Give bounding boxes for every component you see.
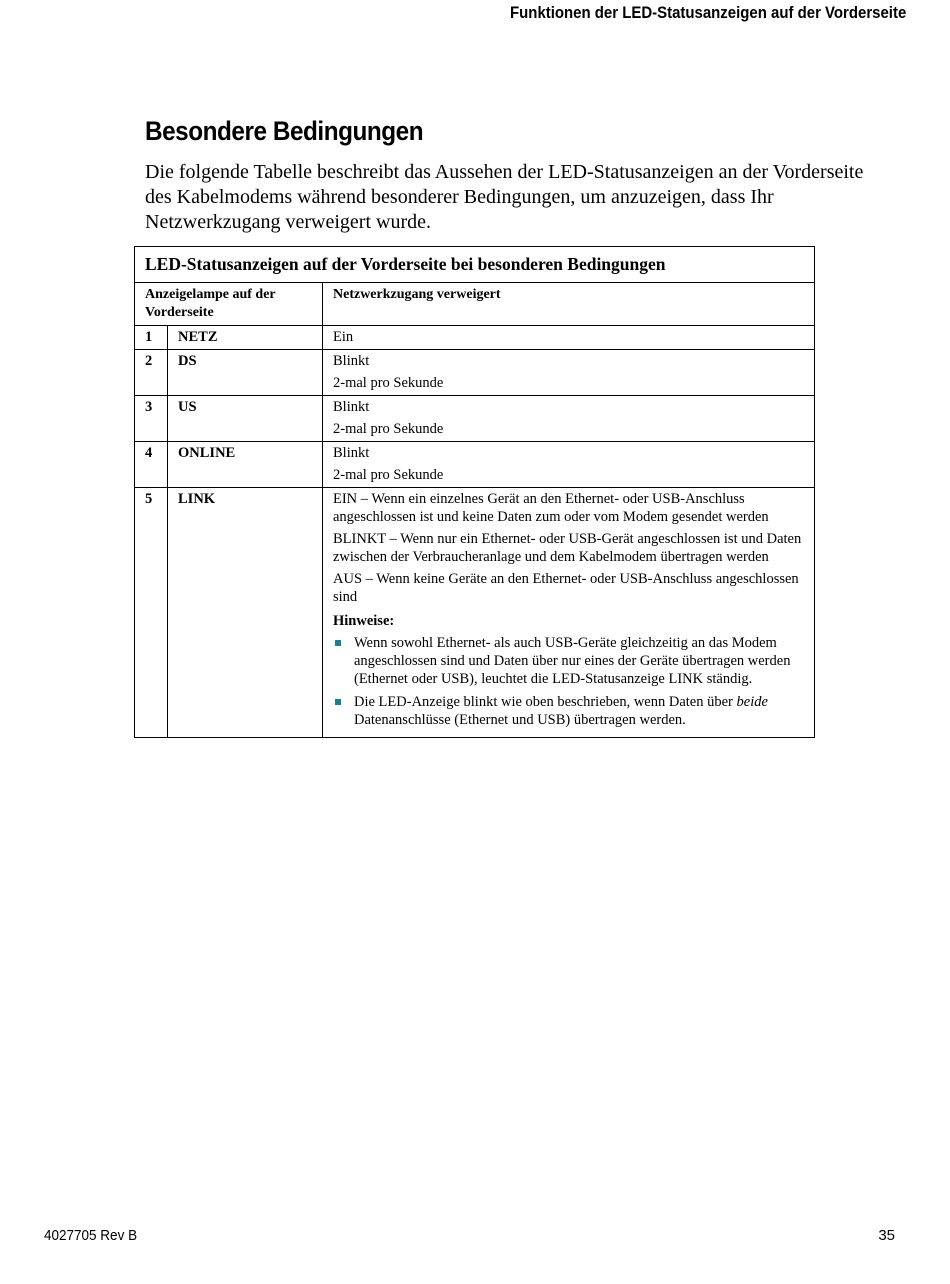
row-number: 2: [135, 350, 168, 396]
led-name: US: [168, 396, 323, 442]
table-caption-row: [135, 247, 815, 283]
running-header: Funktionen der LED-Statusanzeigen auf der Vorderseite: [509, 3, 906, 22]
led-state: [323, 488, 815, 738]
state-on-paragraph: EIN – Wenn ein einzelnes Gerät an den Ethernet- oder USB-Anschluss angeschlossen ist und keine Daten zum oder vom Modem gesendet werden: [333, 491, 769, 525]
note-text-after: Datenanschlüsse (Ethernet und USB) übertragen werden.: [354, 712, 686, 728]
footer-doc-number: 4027705 Rev B: [44, 1227, 138, 1244]
state-off-paragraph: AUS – Wenn keine Geräte an den Ethernet- oder USB-Anschluss angeschlossen sind: [333, 571, 799, 605]
row-number: 4: [135, 442, 168, 488]
note-text-before: Die LED-Anzeige blinkt wie oben beschrieben, wenn Daten über: [354, 694, 737, 710]
state-line: 2-mal pro Sekunde: [333, 467, 444, 483]
led-state: [323, 326, 815, 350]
table-header-row: [135, 283, 815, 326]
column-header-access: Netzwerkzugang verweigert: [323, 283, 815, 326]
state-line: 2-mal pro Sekunde: [333, 421, 444, 437]
square-bullet-icon: [335, 699, 341, 705]
notes-label: Hinweise:: [333, 613, 395, 629]
led-name: NETZ: [168, 326, 323, 350]
led-state: [323, 442, 815, 488]
state-line: 2-mal pro Sekunde: [333, 375, 444, 391]
column-header-lamp: Anzeigelampe auf der Vorderseite: [135, 283, 323, 326]
row-number: 5: [135, 488, 168, 738]
notes-list: [333, 634, 804, 729]
note-emphasis: beide: [736, 694, 768, 710]
table-row: [135, 488, 815, 738]
table-row: [135, 442, 815, 488]
led-state: [323, 396, 815, 442]
led-name: LINK: [168, 488, 323, 738]
list-item: [333, 693, 804, 729]
led-name: ONLINE: [168, 442, 323, 488]
led-name: DS: [168, 350, 323, 396]
intro-paragraph: Die folgende Tabelle beschreibt das Aussehen der LED-Statusanzeigen an der Vorderseite des Kabelmodems während besonderer Bedingungen, um anzuzeigen, dass Ihr Netzwerkzugang verweigert wurde.: [145, 161, 864, 233]
row-number: 3: [135, 396, 168, 442]
square-bullet-icon: [335, 640, 341, 646]
note-text: Wenn sowohl Ethernet- als auch USB-Geräte gleichzeitig an das Modem angeschlossen sind und Daten über nur eines der Geräte übertragen werden (Ethernet oder USB), leuchtet die LED-Statusanzeige LINK ständig.: [354, 635, 791, 687]
section-title: Besondere Bedingungen: [145, 116, 424, 146]
state-line: Ein: [333, 329, 354, 345]
table-caption: LED-Statusanzeigen auf der Vorderseite bei besonderen Bedingungen: [135, 247, 815, 283]
state-line: Blinkt: [333, 445, 370, 461]
state-line: Blinkt: [333, 399, 370, 415]
table-row: [135, 326, 815, 350]
footer-page-number: 35: [878, 1227, 895, 1244]
led-status-table: [134, 246, 815, 738]
table-row: [135, 396, 815, 442]
state-line: Blinkt: [333, 353, 370, 369]
list-item: [333, 634, 804, 688]
led-state: [323, 350, 815, 396]
row-number: 1: [135, 326, 168, 350]
state-blink-paragraph: BLINKT – Wenn nur ein Ethernet- oder USB-Gerät angeschlossen ist und Daten zwischen der Verbraucheranlage und dem Kabelmodem übertragen werden: [333, 531, 802, 565]
table-row: [135, 350, 815, 396]
